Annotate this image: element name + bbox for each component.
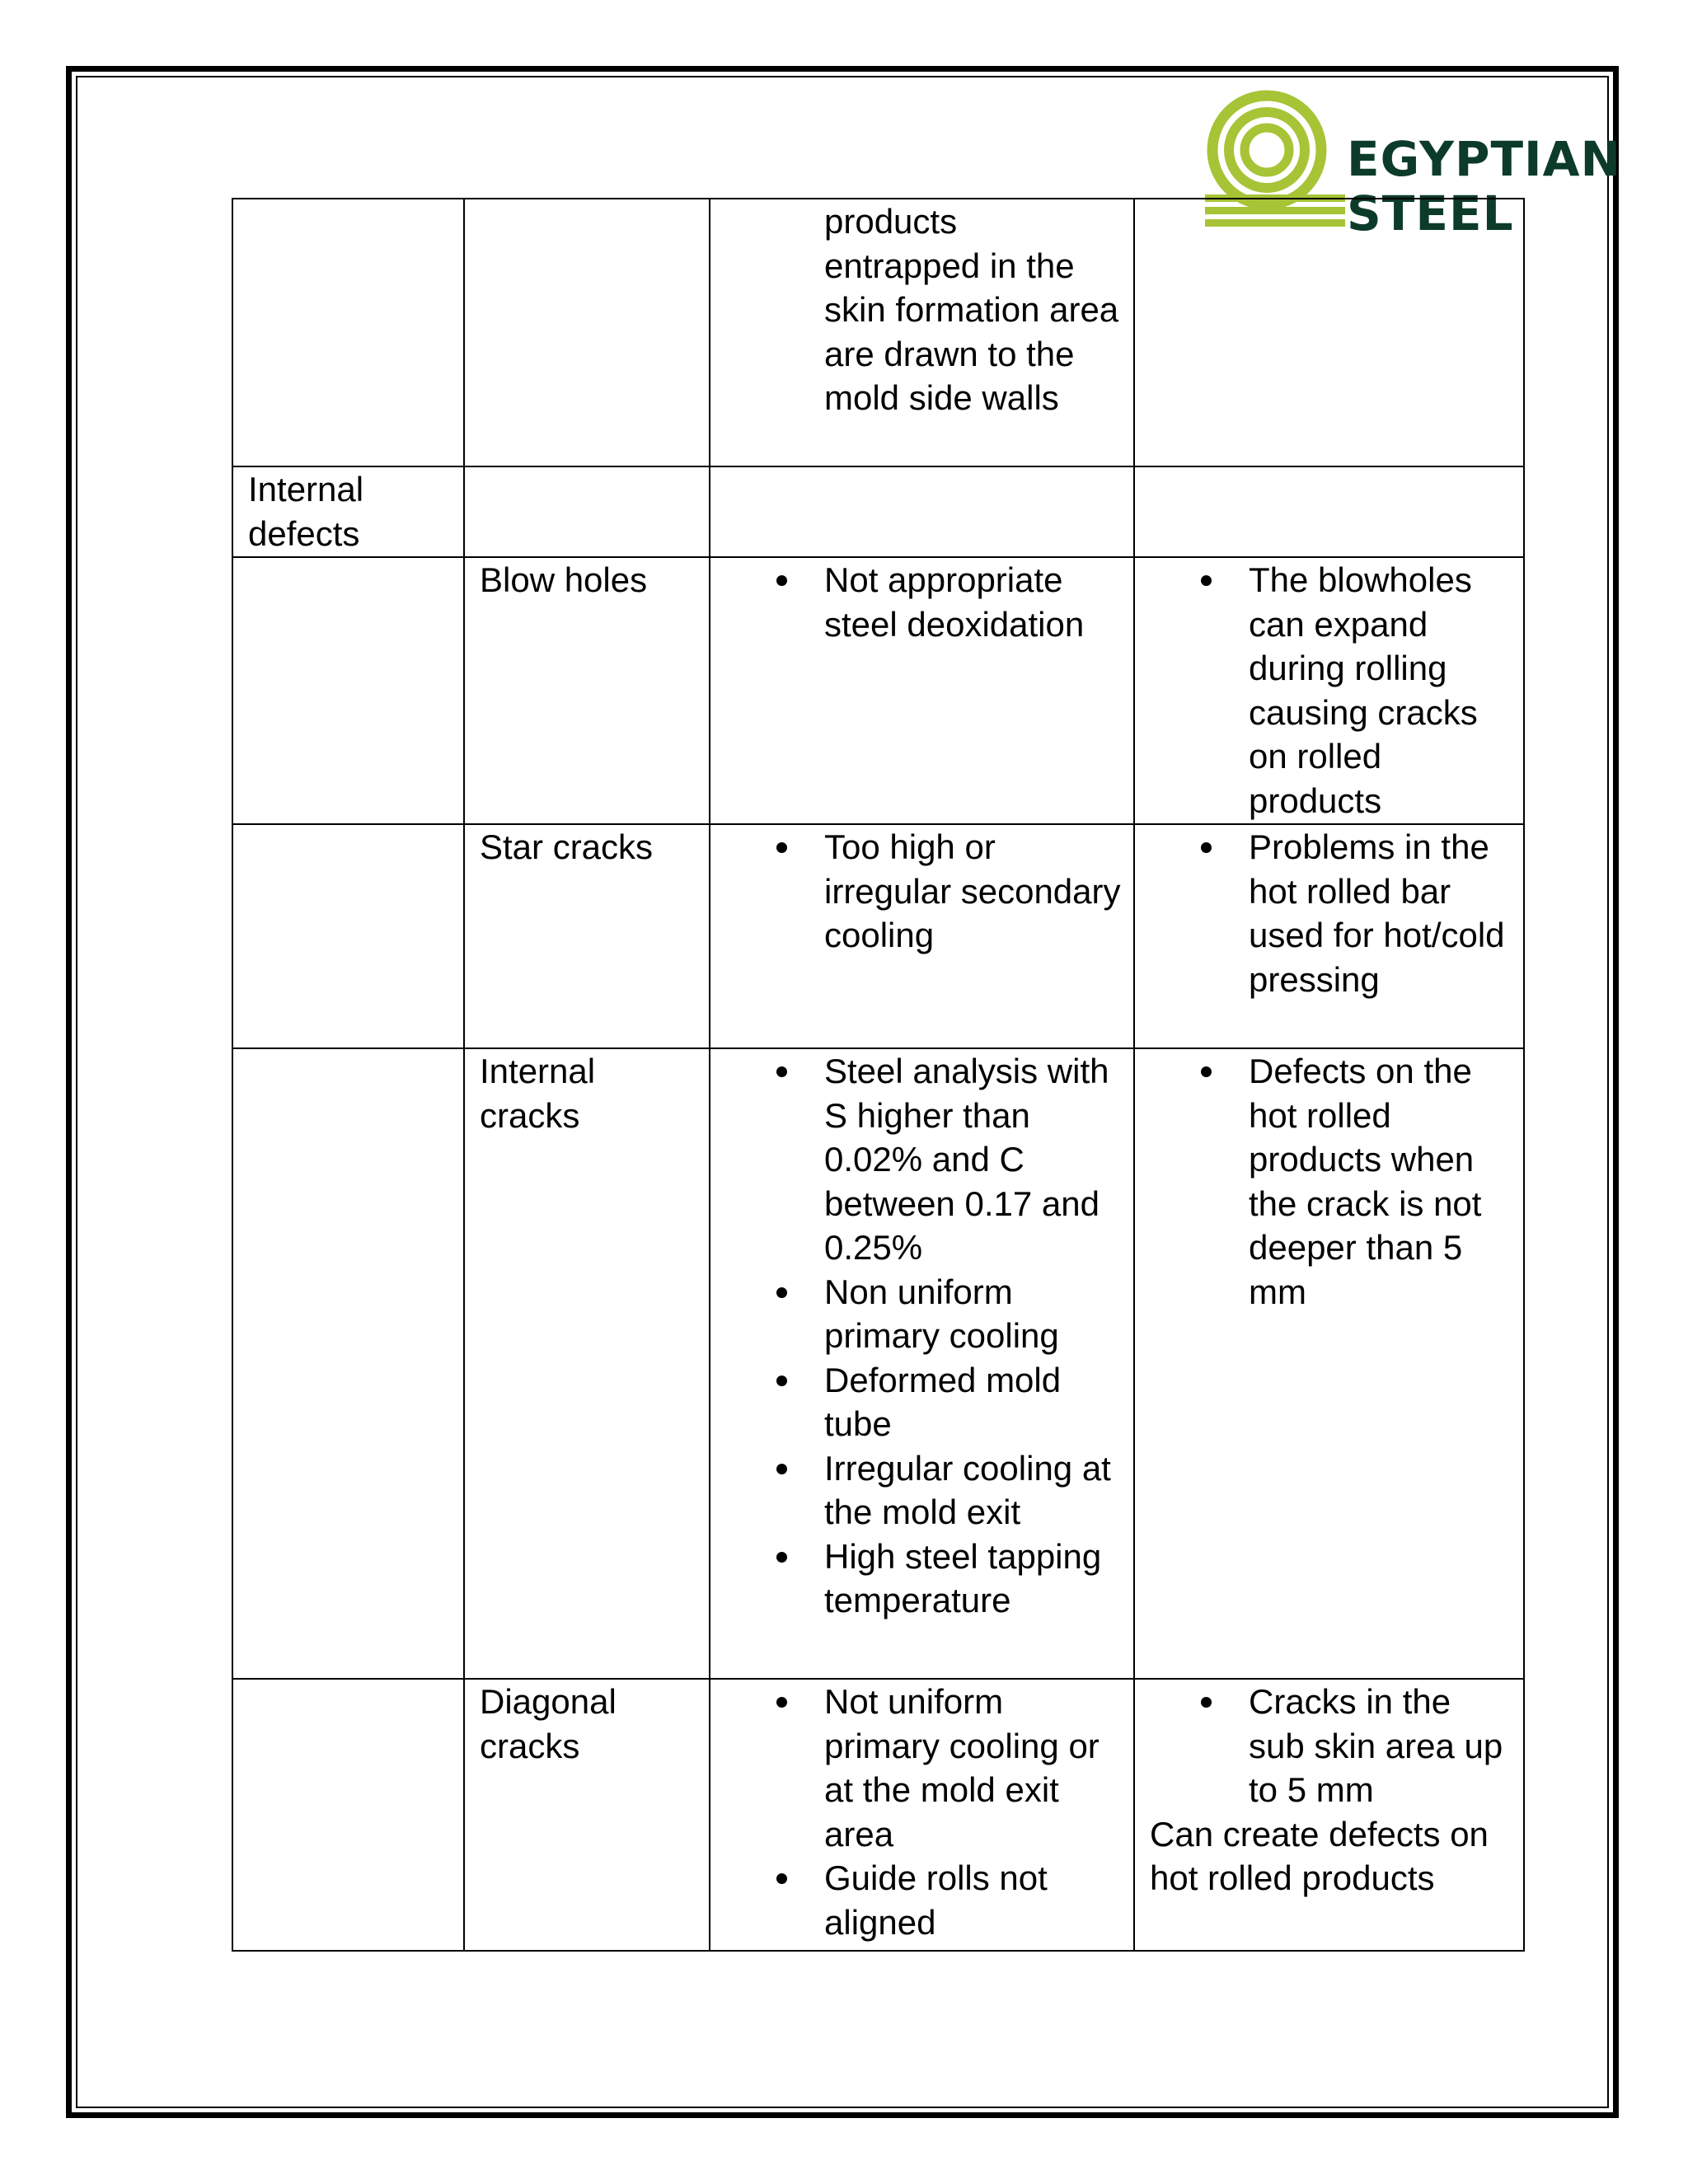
defect-name: Diagonal cracks <box>480 1682 617 1765</box>
defect-name: Internal cracks <box>480 1052 596 1135</box>
causes-cell <box>710 466 1134 557</box>
table-row <box>232 1048 1524 1679</box>
logo-wordmark-line2: STEEL <box>1347 185 1514 241</box>
category-cell <box>232 824 464 1048</box>
causes-cell <box>710 1679 1134 1951</box>
effects-cell <box>1134 466 1524 557</box>
category-cell <box>232 466 464 557</box>
effect-item: Problems in the hot rolled bar used for hot/cold pressing <box>1135 825 1523 1001</box>
effect-item: Defects on the hot rolled products when the crack is not deeper than 5 mm <box>1135 1049 1523 1314</box>
cause-item: Not uniform primary cooling or at the mold exit area <box>710 1680 1133 1856</box>
defect-cell <box>464 1048 710 1679</box>
causes-cell <box>710 824 1134 1048</box>
effects-cell <box>1134 824 1524 1048</box>
defects-table <box>232 198 1525 1952</box>
table-row <box>232 199 1524 466</box>
logo-wordmark-line1: EGYPTIAN <box>1347 131 1622 187</box>
cause-item: Irregular cooling at the mold exit <box>710 1446 1133 1535</box>
effects-cell <box>1134 199 1524 466</box>
cause-item: Too high or irregular secondary cooling <box>710 825 1133 958</box>
cause-item: Non uniform primary cooling <box>710 1270 1133 1358</box>
defect-name: Blow holes <box>480 560 648 599</box>
table-row <box>232 557 1524 824</box>
table-row <box>232 1679 1524 1951</box>
effects-cell <box>1134 1679 1524 1951</box>
effects-cell <box>1134 557 1524 824</box>
category-cell <box>232 1048 464 1679</box>
effect-note: Can create defects on hot rolled products <box>1150 1814 1489 1897</box>
defect-name: Star cracks <box>480 827 654 866</box>
cause-item: Deformed mold tube <box>710 1358 1133 1446</box>
causes-cell <box>710 199 1134 466</box>
defect-cell <box>464 557 710 824</box>
causes-continuation-text: products entrapped in the skin formation area are drawn to the mold side walls <box>824 202 1119 417</box>
defect-cell <box>464 824 710 1048</box>
defect-cell <box>464 466 710 557</box>
table-row <box>232 466 1524 557</box>
causes-cell <box>710 1048 1134 1679</box>
table-row <box>232 824 1524 1048</box>
cause-item: High steel tapping temperature <box>710 1535 1133 1623</box>
cause-item: Steel analysis with S higher than 0.02% and C between 0.17 and 0.25% <box>710 1049 1133 1270</box>
effect-item: Cracks in the sub skin area up to 5 mm <box>1135 1680 1523 1812</box>
causes-cell <box>710 557 1134 824</box>
defect-cell <box>464 199 710 466</box>
category-cell <box>232 1679 464 1951</box>
cause-item: Guide rolls not aligned <box>710 1856 1133 1944</box>
effects-cell <box>1134 1048 1524 1679</box>
category-cell <box>232 557 464 824</box>
effect-item: The blowholes can expand during rolling causing cracks on rolled products <box>1135 558 1523 823</box>
category-cell <box>232 199 464 466</box>
cause-item: Not appropriate steel deoxidation <box>710 558 1133 646</box>
category-label: Internal defects <box>248 470 364 553</box>
defect-cell <box>464 1679 710 1951</box>
